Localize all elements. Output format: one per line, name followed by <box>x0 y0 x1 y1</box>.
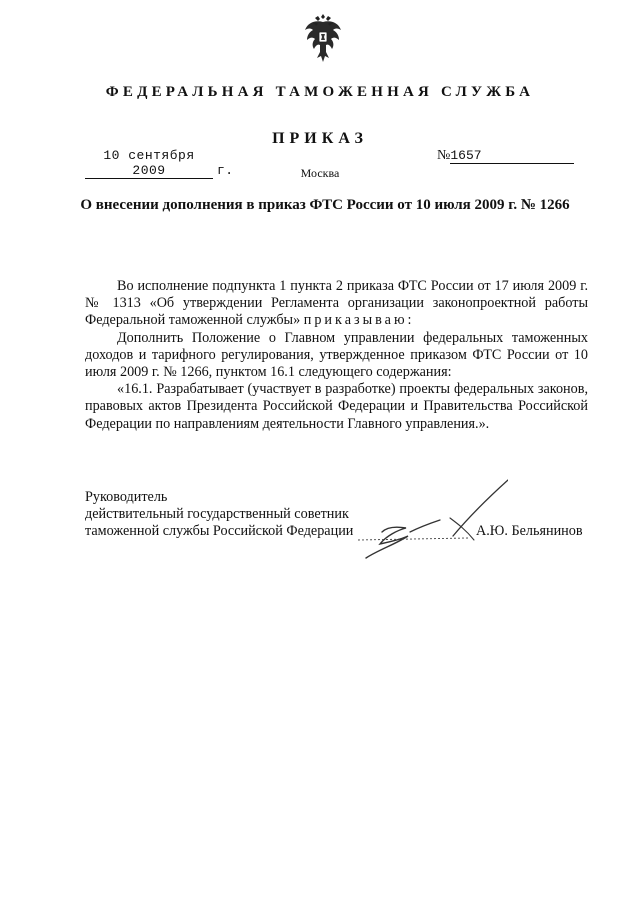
date-suffix: г. <box>217 163 234 178</box>
body-paragraph-1 <box>85 278 588 330</box>
signer-name: А.Ю. Бельянинов <box>476 523 583 539</box>
date-value: 10 сентября 2009 <box>85 148 213 179</box>
signature-block <box>85 489 353 540</box>
signer-position-line-3: таможенной службы Российской Федерации <box>85 523 354 539</box>
document-type: ПРИКАЗ <box>272 130 368 147</box>
body-paragraph-2: Дополнить Положение о Главном управлении федеральных таможенных доходов и тарифного регулирования, утвержденное приказом ФТС России от 10 июля 2009 г. № 1266, пунктом 16.1 следующего содержания: <box>85 329 588 381</box>
signer-position-line-2: действительный государственный советник <box>85 506 349 522</box>
order-command: приказываю: <box>303 312 415 329</box>
paragraph-1-text: Во исполнение подпункта 1 пункта 2 приказа ФТС России от 17 июля 2009 г. № 1313 «Об утверждении Регламента организации законопроектной работы Федеральной таможенной службы» <box>85 278 588 329</box>
city: Москва <box>300 166 340 180</box>
agency-name: ФЕДЕРАЛЬНАЯ ТАМОЖЕННАЯ СЛУЖБА <box>105 84 535 100</box>
number-value: 1657 <box>450 148 574 164</box>
document-body <box>85 278 588 433</box>
number-prefix: № <box>437 148 451 163</box>
double-headed-eagle-emblem-icon <box>302 12 344 64</box>
body-paragraph-3: «16.1. Разрабатывает (участвует в разработке) проекты федеральных законов, правовых актов Президента Российской Федерации и Правительства Российской Федерации по направлениям деятельности Главного управления.». <box>85 381 588 432</box>
document-number <box>437 148 574 164</box>
signer-position-line-1: Руководитель <box>85 489 168 505</box>
document-title: О внесении дополнения в приказ ФТС России от 10 июля 2009 г. № 1266 <box>80 197 570 213</box>
